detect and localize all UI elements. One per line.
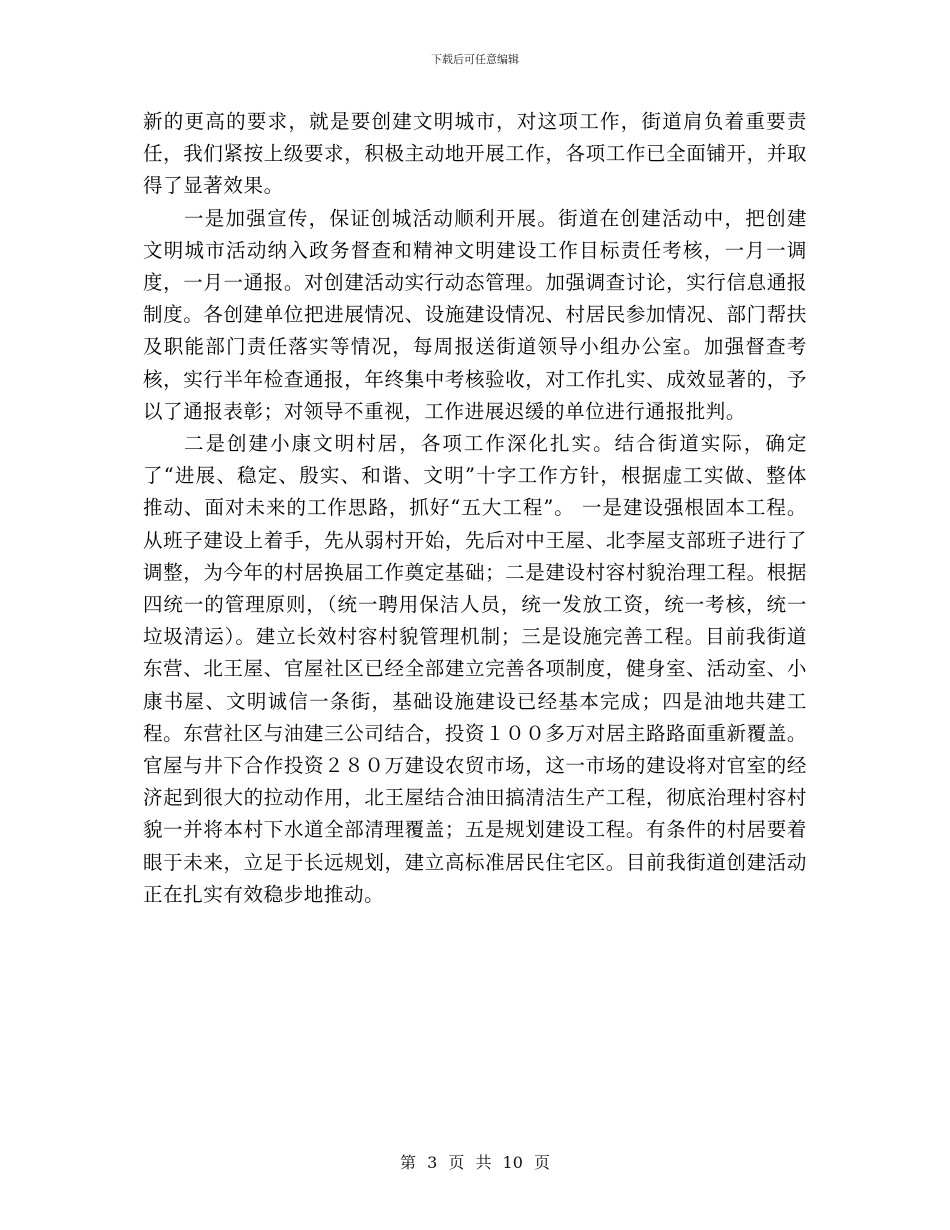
page-number-footer: 第 3 页 共 10 页 [400,1153,550,1172]
page-header: 下载后可任意编辑 [431,53,519,66]
paragraph-publicity: 一是加强宣传，保证创城活动顺利开展。街道在创建活动中，把创建文明城市活动纳入政务督查和精神文明建设工作目标责任考核，一月一调度，一月一通报。对创建活动实行动态管理。加强调查讨论，实行信息通报制度。各创建单位把进展情况、设施建设情况、村居民参加情况、部门帮扶及职能部门责任落实等情况，每周报送街道领导小组办公室。加强督查考核，实行半年检查通报，年终集中考核验收，对工作扎实、成效显著的，予以了通报表彰；对领导不重视，工作进展迟缓的单位进行通报批判。 [143,206,807,423]
paragraph-continuation: 新的更高的要求，就是要创建文明城市，对这项工作，街道肩负着重要责任，我们紧按上级要求，积极主动地开展工作，各项工作已全面铺开，并取得了显著效果。 [143,110,807,198]
paragraph-village-building: 二是创建小康文明村居，各项工作深化扎实。结合街道实际，确定了“进展、稳定、殷实、和谐、文明”十字工作方针，根据虚工实做、整体推动、面对未来的工作思路，抓好“五大工程”。 一是建设强根固本工程。从班子建设上着手，先从弱村开始，先后对中王屋、北李屋支部班子进行了调整，为今年的村居换届工作奠定基础；二是建设村容村貌治理工程。根据四统一的管理原则，（统一聘用保洁人员，统一发放工资，统一考核，统一垃圾清运）。建立长效村容村貌管理机制；三是设施完善工程。目前我街道东营、北王屋、官屋社区已经全部建立完善各项制度，健身室、活动室、小康书屋、文明诚信一条街，基础设施建设已经基本完成；四是油地共建工程。东营社区与油建三公司结合，投资１００多万对居主路路面重新覆盖。官屋与井下合作投资２８０万建设农贸市场，这一市场的建设将对官室的经济起到很大的拉动作用，北王屋结合油田搞清洁生产工程，彻底治理村容村貌一并将本村下水道全部清理覆盖；五是规划建设工程。有条件的村居要着眼于未来，立足于长远规划，建立高标准居民住宅区。目前我街道创建活动正在扎实有效稳步地推动。 [143,432,807,906]
document-body [143,106,807,911]
